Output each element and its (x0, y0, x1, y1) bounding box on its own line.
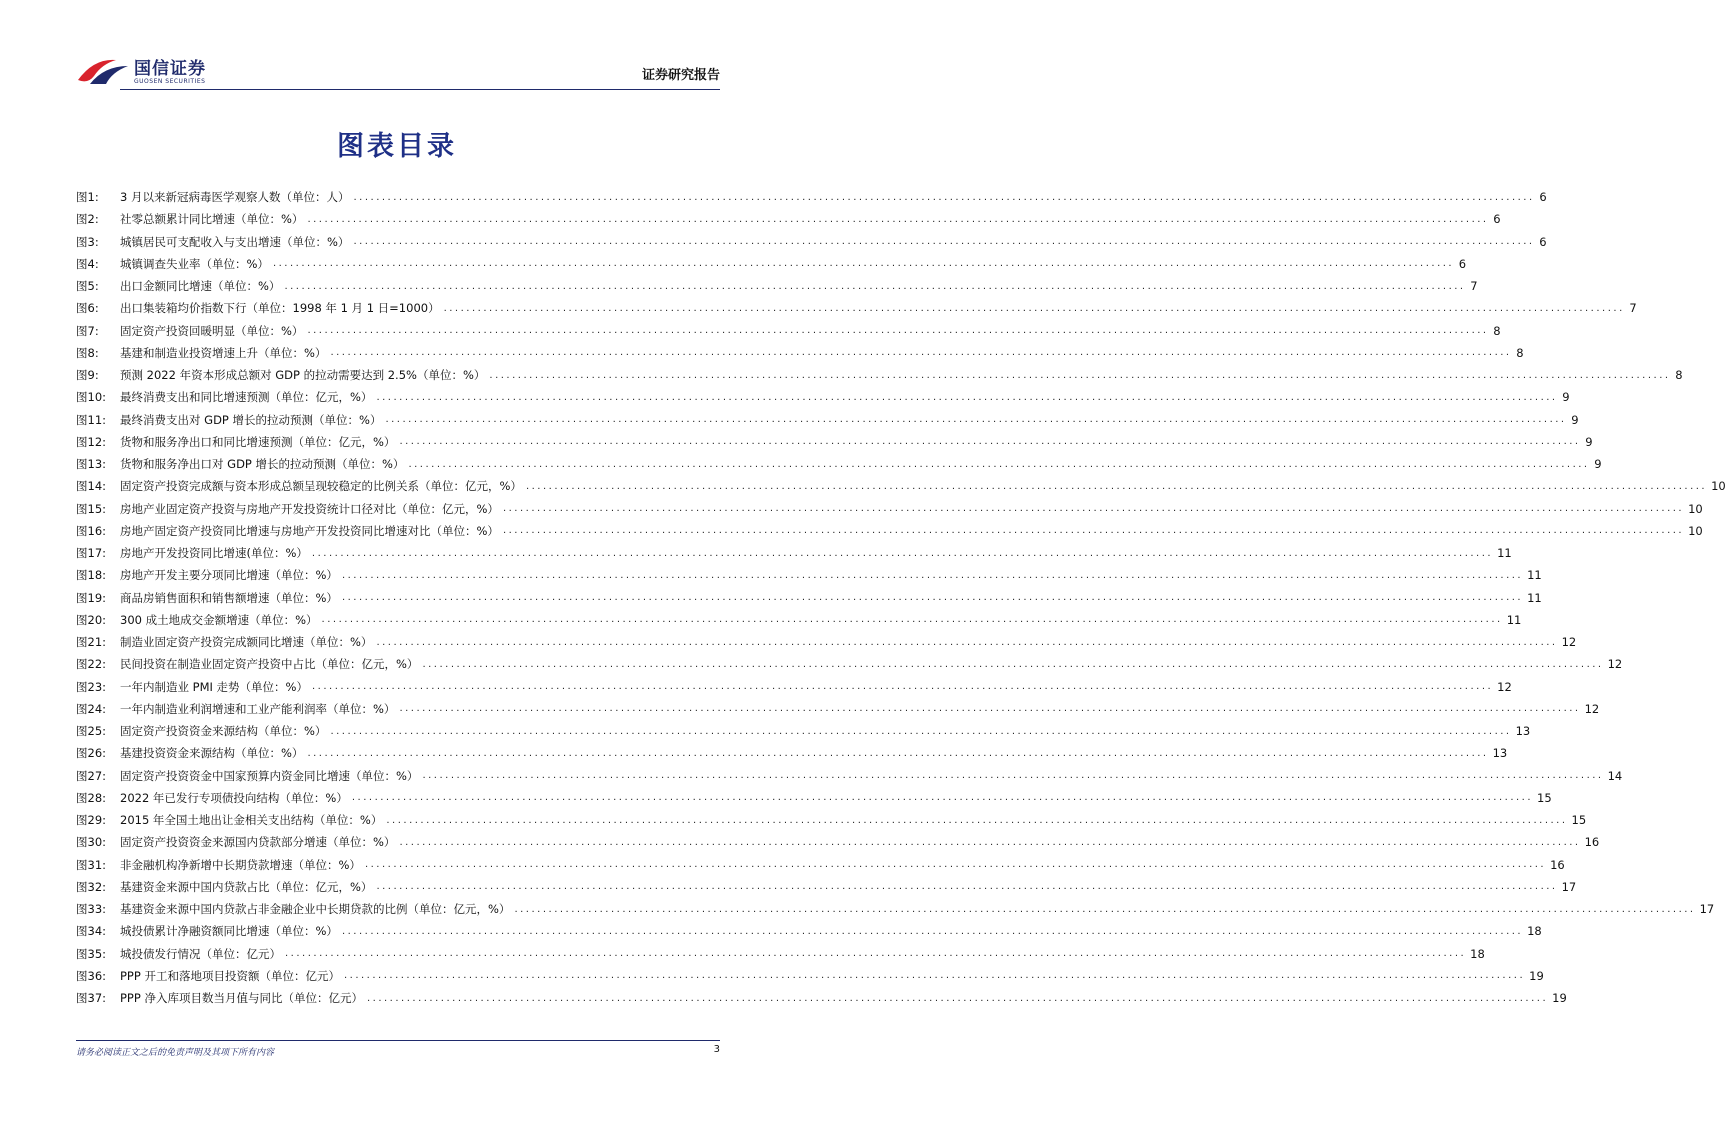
toc-entry[interactable] (76, 676, 1512, 698)
toc-entry-title: 固定资产投资完成额与资本形成总额呈现较稳定的比例关系（单位：亿元，%） (120, 479, 522, 494)
footer-page-number: 3 (713, 1044, 720, 1055)
toc-entry[interactable] (76, 542, 1512, 564)
toc-entry[interactable] (76, 453, 1602, 475)
toc-entry-page: 8 (1675, 368, 1683, 383)
toc-dot-leader (489, 370, 1670, 381)
toc-entry-page: 12 (1497, 679, 1512, 694)
toc-entry[interactable] (76, 342, 1524, 364)
toc-dot-leader (322, 614, 1503, 625)
toc-dot-leader (312, 681, 1493, 692)
toc-entry-page: 15 (1571, 813, 1587, 828)
toc-entry-label: 图18: (76, 568, 107, 583)
logo-text-cn: 国信证券 (134, 59, 206, 79)
toc-entry-title: 3 月以来新冠病毒医学观察人数（单位：人） (120, 190, 350, 205)
toc-entry-page: 13 (1515, 724, 1531, 739)
toc-dot-leader (444, 303, 1625, 314)
header-divider (120, 89, 720, 90)
toc-dot-leader (307, 214, 1488, 225)
toc-entry-page: 11 (1527, 568, 1542, 583)
toc-entry-label: 图6: (76, 301, 99, 316)
toc-entry-title: 固定资产投资资金来源国内贷款部分增速（单位：%） (120, 835, 396, 850)
toc-dot-leader (312, 548, 1493, 559)
toc-entry-title: 固定资产投资资金来源结构（单位：%） (120, 724, 327, 739)
toc-entry[interactable] (76, 831, 1600, 853)
toc-entry-page: 13 (1492, 746, 1508, 761)
toc-dot-leader (376, 392, 1557, 403)
toc-entry-label: 图32: (76, 879, 107, 894)
toc-entry[interactable] (76, 631, 1577, 653)
toc-entry-page: 9 (1585, 434, 1593, 449)
toc-entry-label: 图2: (76, 212, 99, 227)
toc-entry[interactable] (76, 698, 1600, 720)
toc-entry-title: 货物和服务净出口和同比增速预测（单位：亿元，%） (120, 434, 396, 449)
toc-entry-label: 图3: (76, 234, 99, 249)
toc-entry-page: 6 (1493, 212, 1501, 227)
toc-entry[interactable] (76, 409, 1579, 431)
toc-entry-page: 16 (1584, 835, 1600, 850)
toc-entry[interactable] (76, 253, 1467, 275)
toc-entry-title: 制造业固定资产投资完成额同比增速（单位：%） (120, 635, 373, 650)
toc-dot-leader (367, 993, 1548, 1004)
toc-entry[interactable] (76, 587, 1542, 609)
toc-entry-page: 11 (1527, 590, 1542, 605)
toc-entry[interactable] (76, 920, 1542, 942)
toc-entry-label: 图36: (76, 968, 107, 983)
toc-entry-title: 最终消费支出对 GDP 增长的拉动预测（单位：%） (120, 412, 382, 427)
toc-entry-page: 9 (1571, 412, 1579, 427)
toc-entry-label: 图15: (76, 501, 107, 516)
toc-entry-title: 城投债累计净融资额同比增速（单位：%） (120, 924, 338, 939)
toc-dot-leader (353, 192, 1534, 203)
page-header (76, 52, 720, 92)
toc-entry[interactable] (76, 208, 1501, 230)
toc-dot-leader (399, 703, 1580, 714)
toc-entry[interactable] (76, 720, 1531, 742)
toc-entry-page: 16 (1550, 857, 1565, 872)
toc-entry[interactable] (76, 854, 1565, 876)
toc-entry-page: 14 (1607, 768, 1623, 783)
toc-entry-title: 基建资金来源中国内贷款占非金融企业中长期贷款的比例（单位：亿元，%） (120, 902, 511, 917)
toc-entry-page: 12 (1607, 657, 1623, 672)
toc-entry-title: 城镇居民可支配收入与支出增速（单位：%） (120, 234, 350, 249)
toc-entry[interactable] (76, 943, 1485, 965)
toc-entry-page: 12 (1584, 701, 1600, 716)
page-title: 图表目录 (337, 131, 457, 162)
toc-dot-leader (342, 570, 1523, 581)
toc-entry[interactable] (76, 564, 1542, 586)
toc-entry-title: 2022 年已发行专项债投向结构（单位：%） (120, 790, 348, 805)
toc-entry[interactable] (76, 364, 1683, 386)
toc-dot-leader (307, 748, 1488, 759)
toc-entry-label: 图19: (76, 590, 107, 605)
toc-dot-leader (422, 659, 1603, 670)
toc-entry-title: 基建和制造业投资增速上升（单位：%） (120, 345, 327, 360)
toc-entry-label: 图7: (76, 323, 99, 338)
logo-text-en: GUOSEN SECURITIES (134, 78, 206, 85)
toc-dot-leader (342, 926, 1523, 937)
toc-entry[interactable] (76, 320, 1501, 342)
toc-entry-label: 图24: (76, 701, 107, 716)
toc-dot-leader (330, 726, 1511, 737)
toc-dot-leader (307, 325, 1488, 336)
toc-dot-leader (330, 347, 1511, 358)
toc-entry-page: 8 (1516, 345, 1524, 360)
toc-entry-label: 图12: (76, 434, 107, 449)
toc-dot-leader (385, 414, 1566, 425)
toc-dot-leader (376, 881, 1557, 892)
toc-entry-title: 房地产开发投资同比增速(单位：%） (120, 546, 308, 561)
toc-entry-title: 民间投资在制造业固定资产投资中占比（单位：亿元，%） (120, 657, 419, 672)
toc-entry-label: 图8: (76, 345, 99, 360)
toc-entry-page: 10 (1688, 501, 1703, 516)
toc-entry-page: 10 (1688, 523, 1703, 538)
toc-dot-leader (386, 815, 1567, 826)
toc-entry[interactable] (76, 520, 1703, 542)
toc-entry-page: 6 (1458, 256, 1467, 271)
toc-dot-leader (285, 948, 1466, 959)
toc-entry-label: 图30: (76, 835, 107, 850)
toc-dot-leader (365, 859, 1546, 870)
toc-entry-title: 基建投资资金来源结构（单位：%） (120, 746, 304, 761)
toc-entry[interactable] (76, 965, 1544, 987)
toc-entry-title: 商品房销售面积和销售额增速（单位：%） (120, 590, 338, 605)
toc-entry-label: 图28: (76, 790, 107, 805)
toc-entry-label: 图21: (76, 635, 107, 650)
toc-dot-leader (353, 236, 1534, 247)
toc-entry-title: 房地产业固定资产投资与房地产开发投资统计口径对比（单位：亿元，%） (120, 501, 499, 516)
toc-entry-page: 7 (1470, 279, 1478, 294)
toc-entry-page: 9 (1562, 390, 1570, 405)
footer-divider (76, 1040, 720, 1041)
toc-dot-leader (514, 904, 1695, 915)
toc-entry-title: 出口金额同比增速（单位：%） (120, 279, 281, 294)
toc-dot-leader (342, 592, 1523, 603)
toc-dot-leader (408, 459, 1589, 470)
guosen-logo-icon (76, 54, 130, 88)
toc-entry[interactable] (76, 876, 1577, 898)
toc-entry-label: 图23: (76, 679, 107, 694)
toc-entry-label: 图27: (76, 768, 107, 783)
toc-entry[interactable] (76, 987, 1567, 1009)
toc-entry-page: 9 (1594, 457, 1602, 472)
toc-entry[interactable] (76, 787, 1552, 809)
toc-dot-leader (284, 281, 1465, 292)
toc-entry[interactable] (76, 765, 1623, 787)
toc-entry-page: 7 (1629, 301, 1637, 316)
toc-entry-title: 一年内制造业利润增速和工业产能利润率（单位：%） (120, 701, 396, 716)
toc-dot-leader (526, 481, 1707, 492)
toc-entry-title: 社零总额累计同比增速（单位：%） (120, 212, 304, 227)
toc-entry[interactable] (76, 898, 1715, 920)
toc-entry-page: 8 (1493, 323, 1501, 338)
toc-entry-label: 图9: (76, 368, 99, 383)
toc-entry-title: 非金融机构净新增中长期贷款增速（单位：%） (120, 857, 361, 872)
toc-entry-page: 18 (1470, 946, 1485, 961)
toc-entry-label: 图33: (76, 902, 107, 917)
toc-entry[interactable] (76, 186, 1547, 208)
guosen-logo (76, 54, 226, 88)
toc-entry-title: 固定资产投资回暖明显（单位：%） (120, 323, 304, 338)
toc-entry-label: 图16: (76, 523, 107, 538)
toc-entry-title: 房地产固定资产投资同比增速与房地产开发投资同比增速对比（单位：%） (120, 523, 499, 538)
toc-entry-page: 11 (1497, 546, 1512, 561)
toc-entry-label: 图14: (76, 479, 107, 494)
toc-entry-label: 图5: (76, 279, 99, 294)
toc-dot-leader (344, 970, 1525, 981)
toc-dot-leader (352, 792, 1533, 803)
toc-dot-leader (273, 258, 1454, 269)
toc-entry[interactable] (76, 475, 1726, 497)
toc-entry-page: 6 (1539, 190, 1547, 205)
toc-entry-page: 6 (1539, 234, 1547, 249)
toc-entry-title: 300 成土地成交金额增速（单位：%） (120, 612, 318, 627)
toc-entry-page: 12 (1561, 635, 1577, 650)
toc-entry-title: 一年内制造业 PMI 走势（单位：%） (120, 679, 308, 694)
figure-toc (76, 186, 1726, 1009)
toc-entry-label: 图4: (76, 256, 99, 271)
toc-dot-leader (503, 503, 1684, 514)
toc-entry-page: 11 (1506, 612, 1522, 627)
toc-entry-title: 2015 年全国土地出让金相关支出结构（单位：%） (120, 813, 383, 828)
toc-dot-leader (399, 436, 1580, 447)
toc-entry-label: 图20: (76, 612, 107, 627)
toc-entry-label: 图10: (76, 390, 107, 405)
toc-entry-label: 图35: (76, 946, 107, 961)
toc-entry-title: 城投债发行情况（单位：亿元） (120, 946, 281, 961)
toc-entry-page: 10 (1711, 479, 1726, 494)
report-type: 证券研究报告 (641, 68, 720, 83)
toc-dot-leader (503, 525, 1684, 536)
toc-entry-title: PPP 开工和落地项目投资额（单位：亿元） (120, 968, 340, 983)
toc-entry-title: 城镇调查失业率（单位：%） (120, 256, 269, 271)
toc-entry-label: 图13: (76, 457, 107, 472)
toc-entry-label: 图17: (76, 546, 107, 561)
toc-entry-label: 图11: (76, 412, 107, 427)
toc-entry[interactable] (76, 297, 1637, 319)
toc-entry[interactable] (76, 386, 1570, 408)
toc-entry-label: 图29: (76, 813, 107, 828)
toc-dot-leader (422, 770, 1603, 781)
toc-entry-title: 最终消费支出和同比增速预测（单位：亿元，%） (120, 390, 373, 405)
toc-entry-page: 19 (1529, 968, 1544, 983)
toc-entry[interactable] (76, 231, 1547, 253)
toc-entry-label: 图31: (76, 857, 107, 872)
toc-entry-title: 基建资金来源中国内贷款占比（单位：亿元，%） (120, 879, 373, 894)
toc-entry-page: 19 (1552, 991, 1567, 1006)
toc-entry[interactable] (76, 809, 1587, 831)
toc-entry[interactable] (76, 742, 1508, 764)
toc-dot-leader (376, 637, 1557, 648)
toc-entry-label: 图26: (76, 746, 107, 761)
toc-entry-page: 17 (1699, 902, 1715, 917)
toc-entry-label: 图22: (76, 657, 107, 672)
toc-entry-label: 图1: (76, 190, 99, 205)
toc-entry-title: 货物和服务净出口对 GDP 增长的拉动预测（单位：%） (120, 457, 405, 472)
toc-dot-leader (399, 837, 1580, 848)
toc-entry[interactable] (76, 653, 1623, 675)
toc-entry-title: 出口集装箱均价指数下行（单位：1998 年 1 月 1 日=1000） (120, 301, 440, 316)
toc-entry-title: 固定资产投资资金中国家预算内资金同比增速（单位：%） (120, 768, 419, 783)
toc-entry-page: 17 (1561, 879, 1577, 894)
toc-entry-page: 18 (1527, 924, 1542, 939)
toc-entry-label: 图25: (76, 724, 107, 739)
toc-entry-title: PPP 净入库项目数当月值与同比（单位：亿元） (120, 991, 363, 1006)
toc-entry[interactable] (76, 498, 1703, 520)
toc-entry-title: 预测 2022 年资本形成总额对 GDP 的拉动需要达到 2.5%（单位：%） (120, 368, 486, 383)
toc-entry[interactable] (76, 431, 1593, 453)
toc-entry-label: 图37: (76, 991, 107, 1006)
toc-entry[interactable] (76, 609, 1522, 631)
toc-entry-title: 房地产开发主要分项同比增速（单位：%） (120, 568, 338, 583)
toc-entry[interactable] (76, 275, 1478, 297)
toc-entry-label: 图34: (76, 924, 107, 939)
toc-entry-page: 15 (1537, 790, 1552, 805)
footer-disclaimer: 请务必阅读正文之后的免责声明及其项下所有内容 (76, 1048, 275, 1058)
